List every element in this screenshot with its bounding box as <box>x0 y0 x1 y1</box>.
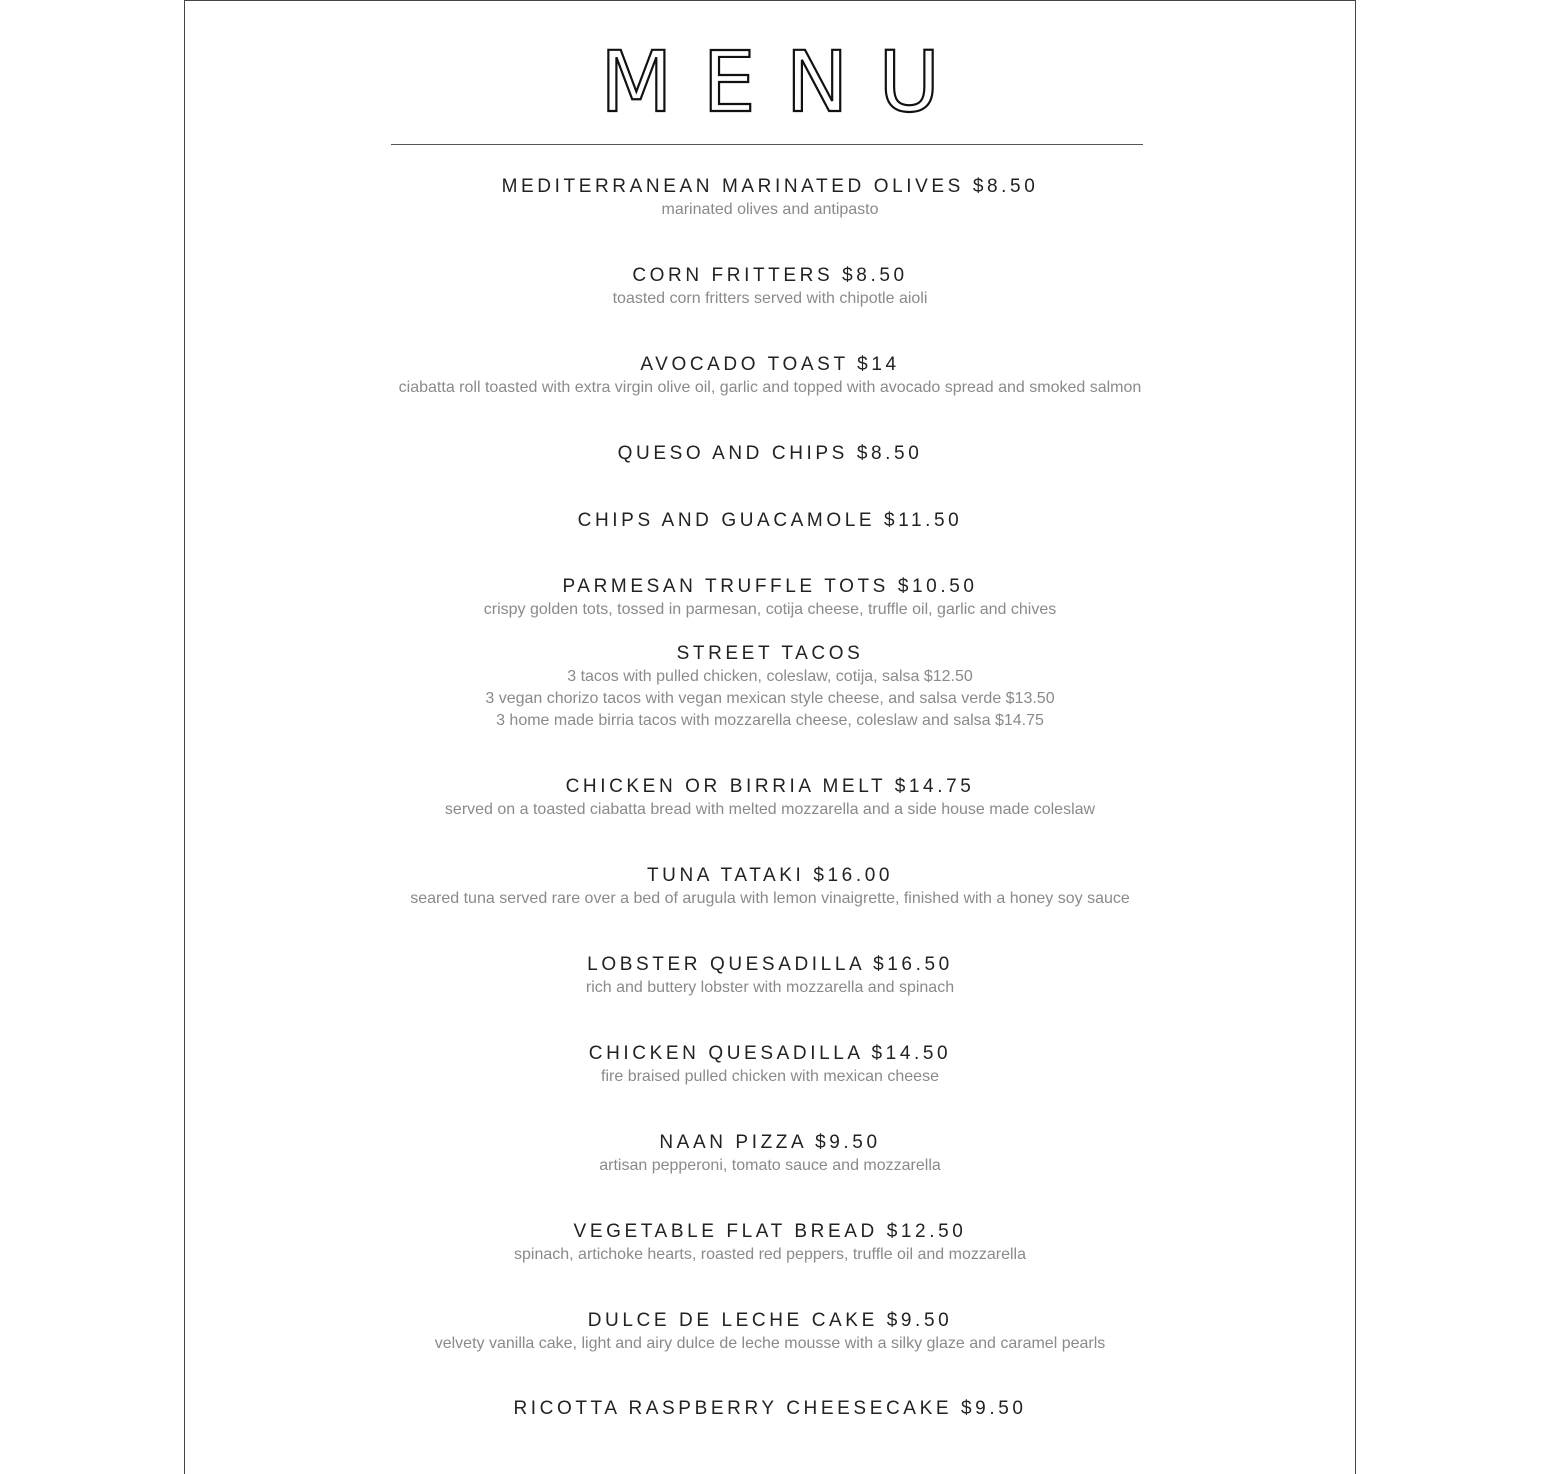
menu-item-name: VEGETABLE FLAT BREAD $12.50 <box>573 1221 967 1242</box>
menu-item-name: TUNA TATAKI $16.00 <box>646 865 894 886</box>
menu-item-description: seared tuna served rare over a bed of arugula with lemon vinaigrette, finished with a honey soy sauce <box>410 890 1130 907</box>
menu-item <box>185 1042 1355 1088</box>
menu-item-name: QUESO AND CHIPS $8.50 <box>617 443 923 464</box>
menu-item <box>185 953 1355 999</box>
menu-item <box>185 575 1355 621</box>
menu-item-name: NAAN PIZZA $9.50 <box>659 1132 881 1153</box>
menu-item-name: CHIPS AND GUACAMOLE $11.50 <box>577 510 963 531</box>
menu-item-description: fire braised pulled chicken with mexican cheese <box>601 1068 939 1085</box>
menu-item <box>185 864 1355 910</box>
menu-item-description: marinated olives and antipasto <box>661 201 879 218</box>
menu-item-description: velvety vanilla cake, light and airy dulce de leche mousse with a silky glaze and caramel pearls <box>434 1335 1106 1352</box>
menu-item-name: RICOTTA RASPBERRY CHEESECAKE $9.50 <box>513 1398 1027 1419</box>
menu-item <box>185 1220 1355 1266</box>
menu-item-name: LOBSTER QUESADILLA $16.50 <box>587 954 953 975</box>
menu-item-description: crispy golden tots, tossed in parmesan, cotija cheese, truffle oil, garlic and chives <box>483 601 1057 618</box>
menu-item-name: STREET TACOS <box>676 643 864 664</box>
menu-item <box>185 775 1355 821</box>
menu-item-name: DULCE DE LECHE CAKE $9.50 <box>587 1310 953 1331</box>
menu-page <box>184 0 1356 1474</box>
title-divider <box>391 144 1143 145</box>
menu-item-name: MEDITERRANEAN MARINATED OLIVES $8.50 <box>501 176 1039 197</box>
menu-item <box>185 442 1355 466</box>
menu-item <box>185 1131 1355 1177</box>
menu-item-description: spinach, artichoke hearts, roasted red peppers, truffle oil and mozzarella <box>514 1246 1026 1263</box>
menu-item-name: CHICKEN QUESADILLA $14.50 <box>588 1043 952 1064</box>
menu-item-name: AVOCADO TOAST $14 <box>640 354 900 375</box>
menu-item-description: 3 vegan chorizo tacos with vegan mexican style cheese, and salsa verde $13.50 <box>485 690 1055 707</box>
menu-item-description: served on a toasted ciabatta bread with melted mozzarella and a side house made coleslaw <box>444 801 1096 818</box>
menu-item <box>185 1397 1355 1421</box>
menu-item <box>185 509 1355 533</box>
menu-item <box>185 264 1355 310</box>
menu-item-description: rich and buttery lobster with mozzarella and spinach <box>585 979 955 996</box>
menu-item-description: 3 home made birria tacos with mozzarella cheese, coleslaw and salsa $14.75 <box>496 712 1044 729</box>
menu-item-name: PARMESAN TRUFFLE TOTS $10.50 <box>562 576 978 597</box>
menu-item-description: artisan pepperoni, tomato sauce and mozzarella <box>599 1157 941 1174</box>
menu-item-name: CHICKEN OR BIRRIA MELT $14.75 <box>565 776 975 797</box>
menu-item <box>185 353 1355 399</box>
menu-item-name: CORN FRITTERS $8.50 <box>632 265 908 286</box>
menu-item-description: ciabatta roll toasted with extra virgin olive oil, garlic and topped with avocado spread and smoked salmon <box>398 379 1142 396</box>
menu-item <box>185 642 1355 732</box>
menu-item <box>185 1309 1355 1355</box>
menu-item-description: 3 tacos with pulled chicken, coleslaw, cotija, salsa $12.50 <box>567 668 973 685</box>
menu-item <box>185 175 1355 221</box>
menu-title: MENU <box>600 33 970 131</box>
menu-item-description: toasted corn fritters served with chipotle aioli <box>612 290 928 307</box>
